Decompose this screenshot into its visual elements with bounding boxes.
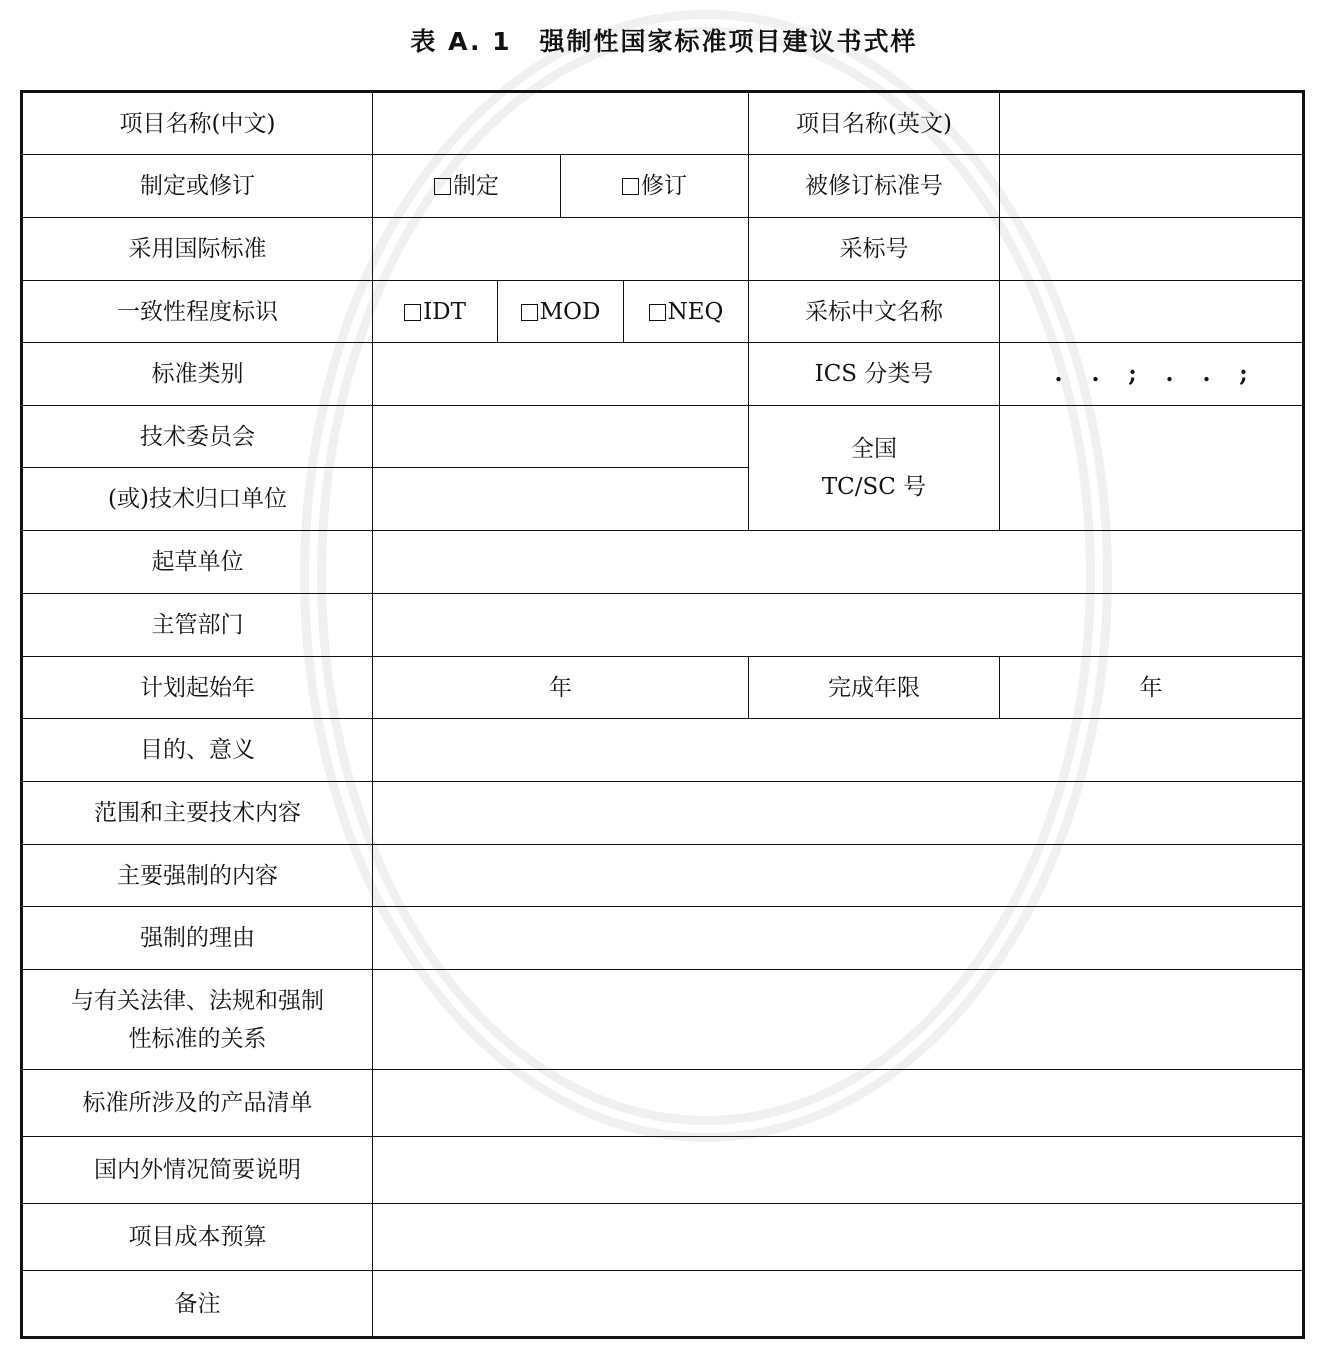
authority-label: 主管部门 xyxy=(22,594,373,657)
row-product-list xyxy=(22,1070,1304,1137)
row-situation xyxy=(22,1137,1304,1204)
std-category-label: 标准类别 xyxy=(22,343,373,406)
tech-committee-label: 技术委员会 xyxy=(22,406,373,468)
tech-unit-label: (或)技术归口单位 xyxy=(22,468,373,531)
scope-field[interactable] xyxy=(373,782,1304,845)
purpose-field[interactable] xyxy=(373,719,1304,782)
national-tc-label-line1: 全国 xyxy=(851,436,897,462)
row-drafting-unit xyxy=(22,531,1304,594)
idt-checkbox[interactable] xyxy=(404,304,421,321)
row-authority xyxy=(22,594,1304,657)
ics-mark: ; xyxy=(1128,360,1137,387)
neq-checkbox-cell[interactable] xyxy=(624,281,749,343)
purpose-label: 目的、意义 xyxy=(22,719,373,782)
proposal-form-table xyxy=(20,90,1305,1339)
row-project-name xyxy=(22,92,1304,155)
authority-field[interactable] xyxy=(373,594,1304,657)
mandatory-content-field[interactable] xyxy=(373,845,1304,907)
scope-label: 范围和主要技术内容 xyxy=(22,782,373,845)
remarks-label: 备注 xyxy=(22,1271,373,1338)
make-or-revise-label: 制定或修订 xyxy=(22,155,373,218)
mod-checkbox-cell[interactable] xyxy=(498,281,624,343)
situation-field[interactable] xyxy=(373,1137,1304,1204)
make-checkbox-cell[interactable] xyxy=(373,155,561,218)
revised-std-no-label: 被修订标准号 xyxy=(749,155,1000,218)
revise-option-label: 修订 xyxy=(641,173,687,199)
table-number: 表 A. 1 xyxy=(410,27,512,56)
neq-checkbox[interactable] xyxy=(649,304,666,321)
row-intl-std xyxy=(22,218,1304,281)
row-remarks xyxy=(22,1271,1304,1338)
adopt-cn-name-label: 采标中文名称 xyxy=(749,281,1000,343)
adopt-no-label: 采标号 xyxy=(749,218,1000,281)
situation-label: 国内外情况简要说明 xyxy=(22,1137,373,1204)
project-name-en-label: 项目名称(英文) xyxy=(749,92,1000,155)
row-scope xyxy=(22,782,1304,845)
plan-start-label: 计划起始年 xyxy=(22,657,373,719)
relation-label-line1: 与有关法律、法规和强制 xyxy=(71,987,324,1014)
plan-start-field[interactable]: 年 xyxy=(373,657,749,719)
mandatory-reason-label: 强制的理由 xyxy=(22,907,373,970)
row-mandatory-content xyxy=(22,845,1304,907)
project-name-cn-label: 项目名称(中文) xyxy=(22,92,373,155)
ics-mark: . xyxy=(1091,360,1100,387)
row-plan-years xyxy=(22,657,1304,719)
row-mandatory-reason xyxy=(22,907,1304,970)
make-checkbox[interactable] xyxy=(434,178,451,195)
idt-checkbox-cell[interactable] xyxy=(373,281,498,343)
ics-mark: . xyxy=(1202,360,1211,387)
ics-label: ICS 分类号 xyxy=(749,343,1000,406)
drafting-unit-field[interactable] xyxy=(373,531,1304,594)
national-tc-field[interactable] xyxy=(1000,406,1304,531)
relation-label xyxy=(22,970,373,1070)
deadline-field[interactable]: 年 xyxy=(1000,657,1304,719)
row-tech-committee xyxy=(22,406,1304,468)
product-list-label: 标准所涉及的产品清单 xyxy=(22,1070,373,1137)
remarks-field[interactable] xyxy=(373,1271,1304,1338)
project-name-cn-field[interactable] xyxy=(373,92,749,155)
revised-std-no-field[interactable] xyxy=(1000,155,1304,218)
mod-option-label: MOD xyxy=(539,298,601,325)
budget-label: 项目成本预算 xyxy=(22,1204,373,1271)
std-category-field[interactable] xyxy=(373,343,749,406)
row-relation xyxy=(22,970,1304,1070)
deadline-label: 完成年限 xyxy=(749,657,1000,719)
revise-checkbox-cell[interactable] xyxy=(561,155,749,218)
row-consistency xyxy=(22,281,1304,343)
make-option-label: 制定 xyxy=(453,173,499,199)
national-tc-label-line2: TC/SC 号 xyxy=(821,474,927,500)
table-title xyxy=(0,22,1328,58)
ics-mark: ; xyxy=(1239,360,1248,387)
budget-field[interactable] xyxy=(373,1204,1304,1271)
ics-mark: . xyxy=(1054,360,1063,387)
idt-option-label: IDT xyxy=(423,298,466,325)
mod-checkbox[interactable] xyxy=(521,304,538,321)
adopt-cn-name-field[interactable] xyxy=(1000,281,1304,343)
relation-label-line2: 性标准的关系 xyxy=(128,1025,267,1052)
product-list-field[interactable] xyxy=(373,1070,1304,1137)
intl-std-label: 采用国际标准 xyxy=(22,218,373,281)
revise-checkbox[interactable] xyxy=(622,178,639,195)
row-purpose xyxy=(22,719,1304,782)
relation-field[interactable] xyxy=(373,970,1304,1070)
mandatory-reason-field[interactable] xyxy=(373,907,1304,970)
consistency-label: 一致性程度标识 xyxy=(22,281,373,343)
mandatory-content-label: 主要强制的内容 xyxy=(22,845,373,907)
tech-committee-field[interactable] xyxy=(373,406,749,468)
ics-field[interactable] xyxy=(1000,343,1304,406)
ics-mark: . xyxy=(1165,360,1174,387)
adopt-no-field[interactable] xyxy=(1000,218,1304,281)
row-make-or-revise xyxy=(22,155,1304,218)
national-tc-label xyxy=(749,406,1000,531)
project-name-en-field[interactable] xyxy=(1000,92,1304,155)
row-budget xyxy=(22,1204,1304,1271)
intl-std-field[interactable] xyxy=(373,218,749,281)
neq-option-label: NEQ xyxy=(667,298,724,325)
tech-unit-field[interactable] xyxy=(373,468,749,531)
row-std-category xyxy=(22,343,1304,406)
drafting-unit-label: 起草单位 xyxy=(22,531,373,594)
table-title-text: 强制性国家标准项目建议书式样 xyxy=(539,27,918,56)
